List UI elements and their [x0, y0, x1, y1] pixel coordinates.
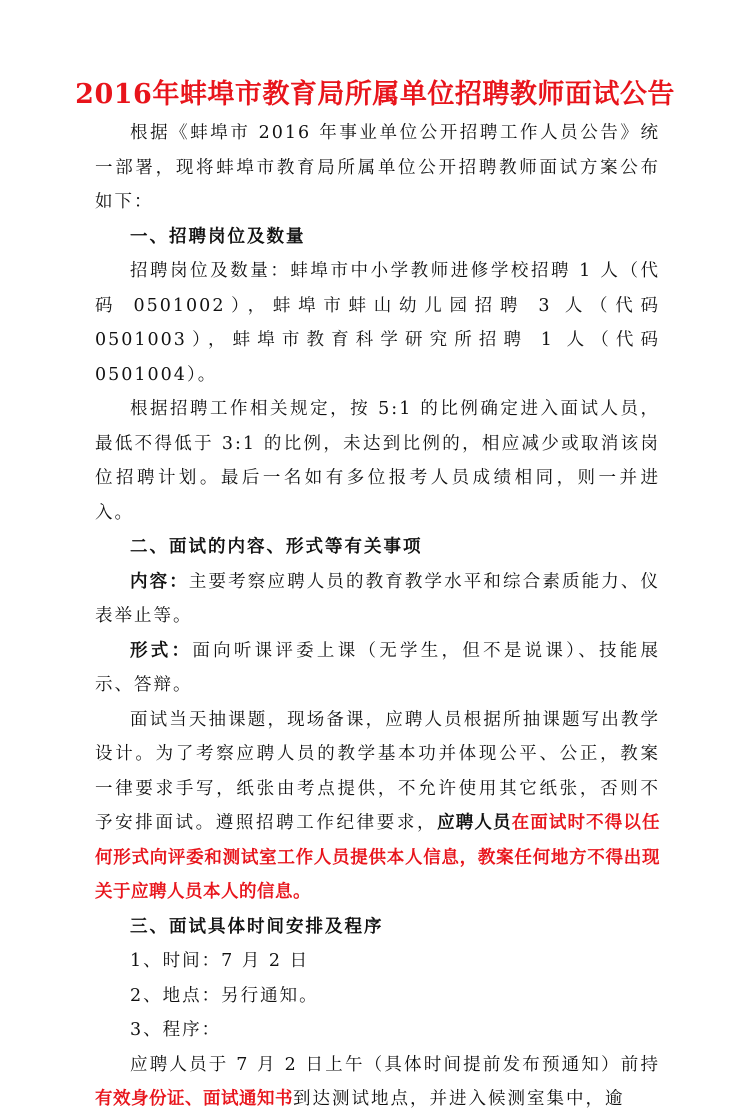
content-label: 内容：	[130, 571, 189, 592]
procedure-item: 3、程序：	[130, 1020, 222, 1040]
time-item: 1、时间：7 月 2 日	[130, 951, 310, 971]
form-paragraph	[95, 634, 660, 703]
document-title: 2016年蚌埠市教育局所属单位招聘教师面试公告	[75, 79, 675, 110]
section2-paragraph-3-bold: 应聘人员	[437, 813, 512, 833]
content-text: 主要考察应聘人员的教育教学水平和综合素质能力、仪表举止等。	[95, 571, 661, 626]
form-label: 形式：	[130, 640, 193, 661]
intro-paragraph: 根据《蚌埠市 2016 年事业单位公开招聘工作人员公告》统一部署，现将蚌埠市教育局所属单位公开招聘教师面试方案公布如下：	[95, 123, 660, 212]
form-text: 面向听课评委上课（无学生，但不是说课）、技能展示、答辩。	[95, 640, 661, 695]
procedure-text-red: 有效身份证、面试通知书	[95, 1089, 293, 1109]
section1-heading: 一、招聘岗位及数量	[130, 226, 306, 247]
section2-paragraph-3-red: 在面试时不得以任何形式向评委和测试室工作人员提供本人信息，教案任何地方不得出现关于应聘人员本人的信息。	[95, 813, 660, 902]
section1-paragraph-2: 根据招聘工作相关规定，按 5:1 的比例确定进入面试人员，最低不得低于 3:1 的比例，未达到比例的，相应减少或取消该岗位招聘计划。最后一名如有多位报考人员成绩相同，则一并进入。	[95, 399, 660, 523]
procedure-paragraph	[95, 1048, 660, 1117]
section1-paragraph-1: 招聘岗位及数量：蚌埠市中小学教师进修学校招聘 1 人（代码 0501002），蚌埠市蚌山幼儿园招聘 3 人（代码 0501003），蚌埠市教育科学研究所招聘 1 人（代码 0501004）。	[95, 261, 660, 385]
place-item: 2、地点：另行通知。	[130, 985, 319, 1006]
procedure-text-a: 应聘人员于 7 月 2 日上午（具体时间提前发布预通知）前持	[130, 1054, 660, 1075]
procedure-text-b: 到达测试地点，并进入候测室集中，逾	[293, 1089, 625, 1109]
section2-paragraph-3	[95, 703, 660, 910]
document-body	[95, 116, 660, 1117]
section3-heading: 三、面试具体时间安排及程序	[130, 916, 384, 937]
section2-paragraph-3-text: 面试当天抽课题，现场备课，应聘人员根据所抽课题写出教学设计。为了考察应聘人员的教学基本功并体现公平、公正，教案一律要求手写，纸张由考点提供，不允许使用其它纸张，否则不予安排面试。遵照招聘工作纪律要求，	[95, 709, 660, 833]
section2-heading: 二、面试的内容、形式等有关事项	[130, 537, 423, 557]
content-paragraph	[95, 565, 660, 634]
